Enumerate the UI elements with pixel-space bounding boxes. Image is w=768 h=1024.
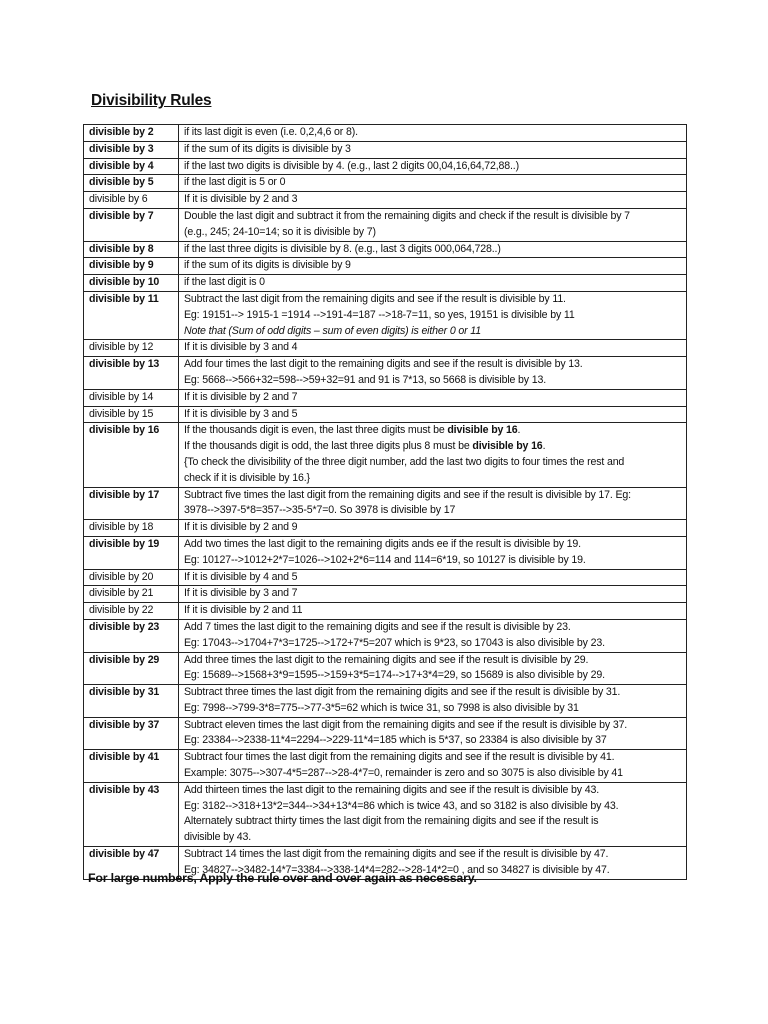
rule-description xyxy=(179,406,687,423)
rule-line xyxy=(184,620,682,636)
divisor-label: divisible by 11 xyxy=(84,291,179,339)
divisor-label: divisible by 13 xyxy=(84,357,179,390)
rule-text: divisible by 16 xyxy=(447,424,518,437)
table-row xyxy=(84,652,687,685)
rule-text: {To check the divisibility of the three digit number, add the last two digits to four times the rest and xyxy=(184,455,625,468)
rule-line xyxy=(184,847,682,863)
divisor-label: divisible by 22 xyxy=(84,603,179,620)
document-title: Divisibility Rules xyxy=(91,92,212,109)
rule-text: If it is divisible by 3 and 7 xyxy=(184,587,298,600)
divisor-label: divisible by 20 xyxy=(84,569,179,586)
rule-line xyxy=(184,733,682,749)
rule-text: Eg: 34827-->3482-14*7=3384-->338-14*4=282-->28-14*2=0 , and so 34827 is divisible by 47. xyxy=(184,863,610,876)
table-row xyxy=(84,619,687,652)
divisor-label: divisible by 12 xyxy=(84,340,179,357)
rule-text: check if it is divisible by 16.} xyxy=(184,471,310,484)
divisor-label: divisible by 29 xyxy=(84,652,179,685)
rule-description xyxy=(179,487,687,520)
rule-line xyxy=(184,258,682,274)
rule-line xyxy=(184,471,682,487)
rule-text: divisible by 16 xyxy=(472,440,543,453)
rule-text: Add thirteen times the last digit to the remaining digits and see if the result is divisible by 43. xyxy=(184,783,600,796)
table-row xyxy=(84,487,687,520)
table-row xyxy=(84,258,687,275)
rule-text: Subtract three times the last digit from the remaining digits and see if the result is divisible by 31. xyxy=(184,686,621,699)
rule-line xyxy=(184,668,682,684)
rule-line xyxy=(184,423,682,439)
rule-description xyxy=(179,241,687,258)
divisor-label: divisible by 21 xyxy=(84,586,179,603)
divisor-label: divisible by 16 xyxy=(84,423,179,487)
rule-text: Eg: 15689-->1568+3*9=1595-->159+3*5=174-->17+3*4=29, so 15689 is also divisible by 29. xyxy=(184,669,605,682)
rule-line xyxy=(184,340,682,356)
rule-description xyxy=(179,158,687,175)
rule-text: if the last digit is 0 xyxy=(184,276,265,289)
rule-text: If it is divisible by 3 and 5 xyxy=(184,407,298,420)
rule-description xyxy=(179,652,687,685)
rule-text: Add four times the last digit to the remaining digits and see if the result is divisible by 13. xyxy=(184,358,583,371)
rule-description xyxy=(179,192,687,209)
rule-line xyxy=(184,357,682,373)
rule-line xyxy=(184,242,682,258)
divisor-label: divisible by 23 xyxy=(84,619,179,652)
rule-line xyxy=(184,750,682,766)
divisor-label: divisible by 5 xyxy=(84,175,179,192)
rule-description xyxy=(179,520,687,537)
rule-line xyxy=(184,537,682,553)
divisor-label: divisible by 14 xyxy=(84,389,179,406)
rule-line xyxy=(184,455,682,471)
rule-line xyxy=(184,407,682,423)
rule-line xyxy=(184,783,682,799)
rule-text: Subtract the last digit from the remaining digits and see if the result is divisible by 11. xyxy=(184,292,566,305)
table-row xyxy=(84,782,687,846)
divisor-label: divisible by 19 xyxy=(84,536,179,569)
rule-line xyxy=(184,175,682,191)
rule-line xyxy=(184,142,682,158)
rule-text: Eg: 7998-->799-3*8=775-->77-3*5=62 which is twice 31, so 7998 is also divisible by 31 xyxy=(184,701,579,714)
rule-description xyxy=(179,619,687,652)
rule-line xyxy=(184,766,682,782)
rule-line xyxy=(184,275,682,291)
rule-text: (e.g., 245; 24-10=14; so it is divisible by 7) xyxy=(184,225,376,238)
rule-line xyxy=(184,799,682,815)
footer-note: For large numbers, Apply the rule over and over again as necessary. xyxy=(88,871,477,885)
rule-text: If it is divisible by 2 and 3 xyxy=(184,193,298,206)
rule-text: if the last digit is 5 or 0 xyxy=(184,176,286,189)
rule-description xyxy=(179,258,687,275)
table-row xyxy=(84,357,687,390)
table-row xyxy=(84,175,687,192)
rule-text: Example: 3075-->307-4*5=287-->28-4*7=0, remainder is zero and so 3075 is also divisible by 41 xyxy=(184,767,623,780)
table-row xyxy=(84,717,687,750)
rule-text: 3978-->397-5*8=357-->35-5*7=0. So 3978 is divisible by 17 xyxy=(184,504,456,517)
rule-description xyxy=(179,340,687,357)
divisor-label: divisible by 17 xyxy=(84,487,179,520)
rule-text: if the sum of its digits is divisible by 9 xyxy=(184,259,351,272)
rule-description xyxy=(179,586,687,603)
table-row xyxy=(84,603,687,620)
table-row xyxy=(84,192,687,209)
rule-line xyxy=(184,125,682,141)
rule-text: Subtract eleven times the last digit from the remaining digits and see if the result is divisible by 37. xyxy=(184,718,628,731)
rule-text: If it is divisible by 2 and 9 xyxy=(184,521,298,534)
rule-text: If the thousands digit is even, the last three digits must be xyxy=(184,424,448,437)
rule-description xyxy=(179,603,687,620)
table-row xyxy=(84,423,687,487)
table-row xyxy=(84,750,687,783)
rule-text: If the thousands digit is odd, the last three digits plus 8 must be xyxy=(184,440,473,453)
rule-text: Eg: 3182-->318+13*2=344-->34+13*4=86 which is twice 43, and so 3182 is also divisible by 43. xyxy=(184,799,619,812)
rule-description xyxy=(179,569,687,586)
rule-text: divisible by 43. xyxy=(184,831,252,844)
rule-line xyxy=(184,324,682,340)
rule-line xyxy=(184,685,682,701)
rule-description xyxy=(179,357,687,390)
rule-description xyxy=(179,685,687,718)
rule-text: Eg: 23384-->2338-11*4=2294-->229-11*4=185 which is 5*37, so 23384 is also divisible by 37 xyxy=(184,734,607,747)
table-row xyxy=(84,208,687,241)
table-row xyxy=(84,536,687,569)
rule-line xyxy=(184,390,682,406)
rule-description xyxy=(179,750,687,783)
rule-description xyxy=(179,291,687,339)
divisor-label: divisible by 8 xyxy=(84,241,179,258)
table-row xyxy=(84,406,687,423)
rule-text: if the last two digits is divisible by 4. (e.g., last 2 digits 00,04,16,64,72,88..) xyxy=(184,159,519,172)
rule-text: Double the last digit and subtract it from the remaining digits and check if the result is divisible by 7 xyxy=(184,209,630,222)
rule-text: Eg: 17043-->1704+7*3=1725-->172+7*5=207 which is 9*23, so 17043 is also divisible by 23. xyxy=(184,636,605,649)
rule-line xyxy=(184,586,682,602)
rule-text: if its last digit is even (i.e. 0,2,4,6 or 8). xyxy=(184,126,358,138)
rule-text: Note that (Sum of odd digits – sum of even digits) is either 0 or 11 xyxy=(184,324,481,337)
rule-line xyxy=(184,159,682,175)
divisor-label: divisible by 47 xyxy=(84,847,179,880)
table-row xyxy=(84,141,687,158)
rule-description xyxy=(179,208,687,241)
table-row xyxy=(84,569,687,586)
divisor-label: divisible by 37 xyxy=(84,717,179,750)
rule-text: If it is divisible by 2 and 7 xyxy=(184,390,298,403)
rule-text: Alternately subtract thirty times the last digit from the remaining digits and see if the result is xyxy=(184,815,599,828)
rule-text: Subtract 14 times the last digit from the remaining digits and see if the result is divisible by 47. xyxy=(184,848,609,861)
rule-description xyxy=(179,175,687,192)
rule-line xyxy=(184,488,682,504)
divisor-label: divisible by 3 xyxy=(84,141,179,158)
rule-line xyxy=(184,653,682,669)
rule-line xyxy=(184,553,682,569)
rule-text: if the sum of its digits is divisible by 3 xyxy=(184,142,351,155)
divisor-label: divisible by 43 xyxy=(84,782,179,846)
table-row xyxy=(84,158,687,175)
table-row xyxy=(84,520,687,537)
divisor-label: divisible by 4 xyxy=(84,158,179,175)
rule-description xyxy=(179,125,687,142)
rule-line xyxy=(184,636,682,652)
rule-text: Eg: 5668-->566+32=598-->59+32=91 and 91 is 7*13, so 5668 is divisible by 13. xyxy=(184,373,547,386)
divisor-label: divisible by 9 xyxy=(84,258,179,275)
rule-text: If it is divisible by 3 and 4 xyxy=(184,341,298,354)
table-row xyxy=(84,241,687,258)
rule-description xyxy=(179,275,687,292)
divisor-label: divisible by 7 xyxy=(84,208,179,241)
divisor-label: divisible by 15 xyxy=(84,406,179,423)
rule-line xyxy=(184,209,682,225)
table-row xyxy=(84,125,687,142)
rule-line xyxy=(184,192,682,208)
rule-description xyxy=(179,423,687,487)
table-row xyxy=(84,275,687,292)
rule-line xyxy=(184,439,682,455)
table-row xyxy=(84,389,687,406)
rule-line xyxy=(184,718,682,734)
rule-line xyxy=(184,701,682,717)
divisor-label: divisible by 41 xyxy=(84,750,179,783)
rule-text: Add 7 times the last digit to the remaining digits and see if the result is divisible by 23. xyxy=(184,620,571,633)
rule-line xyxy=(184,373,682,389)
rule-line xyxy=(184,814,682,830)
rule-text: . xyxy=(542,440,546,453)
rule-text: Eg: 10127-->1012+2*7=1026-->102+2*6=114 and 114=6*19, so 10127 is divisible by 19. xyxy=(184,553,586,566)
rule-description xyxy=(179,536,687,569)
table-row xyxy=(84,685,687,718)
rule-description xyxy=(179,717,687,750)
rule-text: Add three times the last digit to the remaining digits and see if the result is divisible by 29. xyxy=(184,653,589,666)
rule-description xyxy=(179,141,687,158)
rule-line xyxy=(184,503,682,519)
table-row xyxy=(84,291,687,339)
rule-line xyxy=(184,603,682,619)
divisor-label: divisible by 6 xyxy=(84,192,179,209)
rule-text: Add two times the last digit to the remaining digits ands ee if the result is divisible by 19. xyxy=(184,537,581,550)
rules-table-body xyxy=(84,125,687,880)
rule-line xyxy=(184,520,682,536)
divisor-label: divisible by 18 xyxy=(84,520,179,537)
divisor-label: divisible by 31 xyxy=(84,685,179,718)
rule-line xyxy=(184,830,682,846)
rule-text: Subtract four times the last digit from the remaining digits and see if the result is divisible by 41. xyxy=(184,751,615,764)
rule-text: . xyxy=(517,424,521,437)
table-row xyxy=(84,586,687,603)
rule-text: Subtract five times the last digit from the remaining digits and see if the result is divisible by 17. Eg: xyxy=(184,488,631,501)
rule-text: if the last three digits is divisible by 8. (e.g., last 3 digits 000,064,728..) xyxy=(184,242,501,255)
divisibility-rules-table xyxy=(83,124,687,880)
rule-text: Eg: 19151--> 1915-1 =1914 -->191-4=187 -->18-7=11, so yes, 19151 is divisible by 11 xyxy=(184,308,575,321)
rule-line xyxy=(184,570,682,586)
divisor-label: divisible by 2 xyxy=(84,125,179,142)
table-row xyxy=(84,340,687,357)
rule-description xyxy=(179,782,687,846)
rule-line xyxy=(184,292,682,308)
rule-line xyxy=(184,225,682,241)
rule-text: If it is divisible by 2 and 11 xyxy=(184,604,303,617)
divisor-label: divisible by 10 xyxy=(84,275,179,292)
rule-description xyxy=(179,389,687,406)
rule-line xyxy=(184,308,682,324)
rule-text: If it is divisible by 4 and 5 xyxy=(184,570,298,583)
